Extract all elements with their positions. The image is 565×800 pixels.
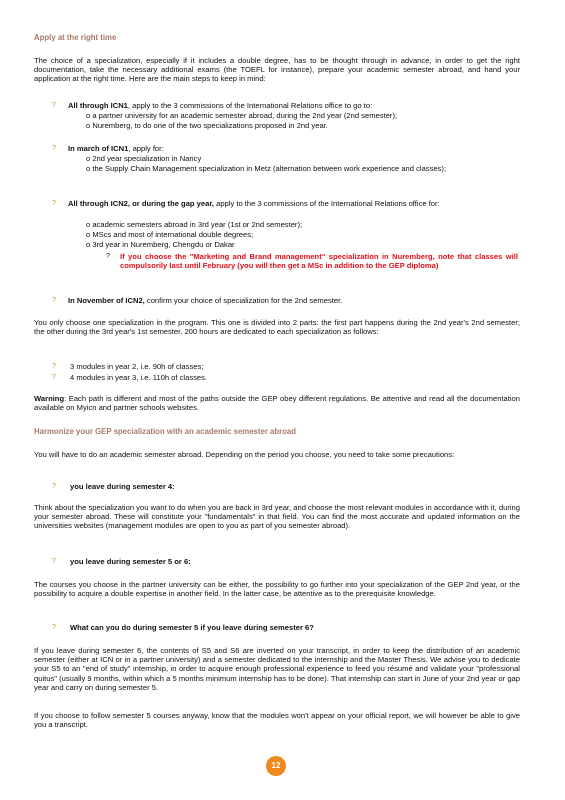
intro-paragraph-2: You will have to do an academic semester abroad. Depending on the period you choose, you need to take some precautions: — [34, 450, 455, 459]
page-number-badge: 12 — [266, 756, 286, 776]
intro-paragraph: The choice of a specialization, especially if it includes a double degree, has to be thought through in advance, in order to get the right documentation, take the necessary additional exams (the TOEFL for instance), prepare your academic semester abroad, and hand your application at the right time. Here are the main steps to keep in mind: — [34, 56, 520, 84]
sub-item: o MScs and most of international double degrees; — [86, 230, 254, 239]
bullet-icon: ? — [52, 558, 56, 565]
case-paragraph: If you leave during semester 6, the contents of S5 and S6 are inverted on your transcript, in order to keep the distribution of an academic semester (either at ICN or in a partner university) and a semester dedicated to the internship and the Master Thesis. We advise you to dedicate your S5 to an "end of study" internship, in order to acquire enough professional experience to feed you résumé and validate your "professional quitus" (usually 9 months, within which a 5 months minimum internship has to be done). That internship can start in June of your 2nd year or gap year and carry on during semester 5. — [34, 646, 520, 692]
bullet-icon: ? — [52, 200, 56, 207]
step-lead: In march of ICN1 — [68, 144, 129, 153]
step-text: , apply for: — [128, 144, 164, 153]
step-lead: All through ICN2, or during the gap year, — [68, 199, 214, 208]
case-paragraph: Think about the specialization you want to do when you are back in 3rd year, and choose the most relevant modules in accordance with it, during your semester abroad. These will constitute your "fundamentals" in that field. You can find the most accurate and updated information on the universities websites (management modules are open to you as part of you semester abroad). — [34, 503, 520, 531]
sub-item: o Nuremberg, to do one of the two specializations proposed in 2nd year. — [86, 121, 328, 130]
step-text: , apply to the 3 commissions of the International Relations office to go to: — [127, 101, 373, 110]
sub-item: o 3rd year in Nuremberg, Chengdu or Dakar — [86, 240, 235, 249]
warning-text: : Each path is different and most of the paths outside the GEP obey different regulations. Be attentive and read all the documentation available on Myicn and partner schools websites. — [34, 394, 520, 413]
case-title: What can you do during semester 5 if you leave during semester 6? — [70, 623, 314, 632]
step-item — [68, 296, 518, 305]
bullet-icon: ? — [52, 297, 56, 304]
bullet-icon: ? — [52, 374, 56, 381]
step-lead: In November of ICN2, — [68, 296, 145, 305]
bullet-icon: ? — [52, 624, 56, 631]
program-item: 3 modules in year 2, i.e. 90h of classes; — [70, 362, 204, 371]
case-title: you leave during semester 5 or 6: — [70, 557, 191, 566]
case-paragraph: The courses you choose in the partner university can be either, the possibility to go further into your specialization of the GEP 2nd year, or the possibility to acquire a double expertise in another field. In the latter case, be attentive as to the prerequisite knowledge. — [34, 580, 520, 599]
warning-paragraph — [34, 394, 520, 412]
bullet-icon: ? — [52, 363, 56, 370]
sub-item: o 2nd year specialization in Nancy — [86, 154, 202, 163]
program-paragraph: You only choose one specialization in the program. This one is divided into 2 parts: the first part happens during the 2nd year's 2nd semester; the other during the 3rd year's 1st semester. 200 hours are dedicated to each specialization as follows: — [34, 318, 520, 337]
sub-item: o academic semesters abroad in 3rd year (1st or 2nd semester); — [86, 220, 303, 229]
case-title: you leave during semester 4: — [70, 482, 175, 491]
warning-label: Warning — [34, 394, 65, 403]
arrow-bullet-icon: ? — [106, 253, 110, 260]
bullet-icon: ? — [52, 102, 56, 109]
step-text: apply to the 3 commissions of the International Relations office for: — [213, 199, 440, 208]
bullet-icon: ? — [52, 145, 56, 152]
case-paragraph-extra: If you choose to follow semester 5 courses anyway, know that the modules won't appear on your official report, we will however be able to give you a transcript. — [34, 711, 520, 730]
sub-item: o a partner university for an academic semester abroad, during the 2nd year (2nd semester); — [86, 111, 398, 120]
step-item — [68, 199, 520, 208]
sub-item: o the Supply Chain Management specialization in Metz (alternation between work experience and classes); — [86, 164, 447, 173]
section-heading-harmonize: Harmonize your GEP specialization with an academic semester abroad — [34, 427, 297, 436]
step-text: confirm your choice of specialization for the 2nd semester. — [144, 296, 343, 305]
step-item — [68, 144, 518, 153]
program-item: 4 modules in year 3, i.e. 110h of classes. — [70, 373, 208, 382]
section-heading-apply: Apply at the right time — [34, 33, 117, 42]
step-lead: All through ICN1 — [68, 101, 128, 110]
step-item — [68, 101, 518, 110]
red-note: If you choose the "Marketing and Brand management" specialization in Nuremberg, note that classes will compulsorily last until February (you will then get a MSc in addition to the GEP diploma) — [120, 252, 518, 271]
bullet-icon: ? — [52, 483, 56, 490]
